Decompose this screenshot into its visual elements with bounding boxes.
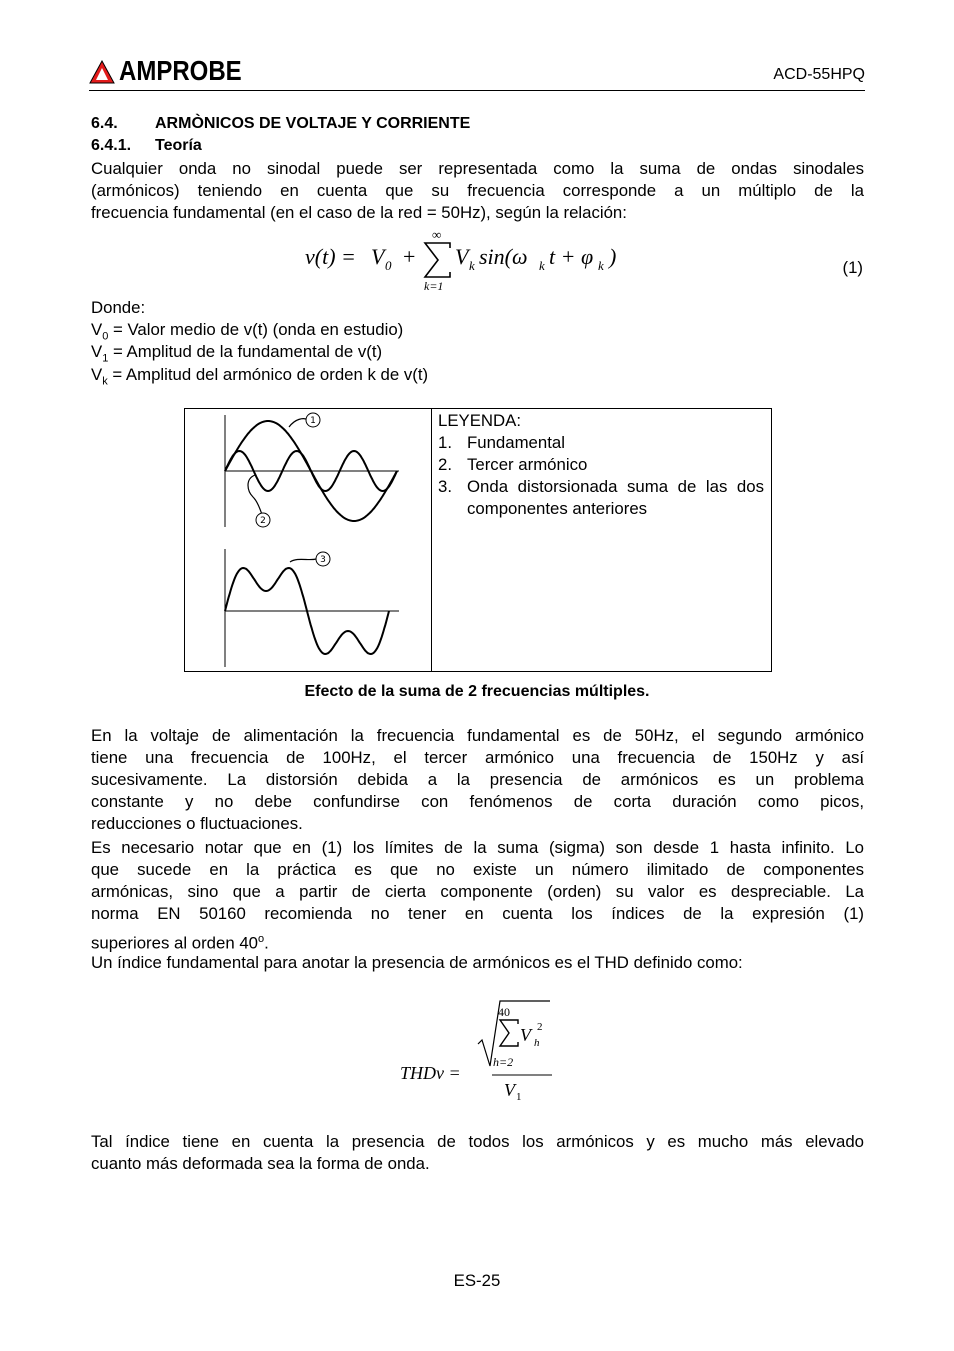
thd-num-sub: h — [534, 1037, 540, 1049]
body-line: En la voltaje de alimentación la frecuencia fundamental es de 50Hz, el segundo armónico — [91, 726, 864, 745]
body-line: tiene una frecuencia de 100Hz, el tercer armónico una frecuencia de 150Hz y así — [91, 748, 864, 767]
thd-num-sup: 2 — [537, 1021, 543, 1033]
leader-line-3 — [290, 559, 316, 562]
eq1-plus: + — [403, 244, 416, 269]
legend-title: LEYENDA: — [438, 411, 522, 430]
thd-sum-bottom: h=2 — [493, 1055, 514, 1069]
page-number: ES-25 — [453, 1271, 501, 1290]
body-line: reducciones o fluctuaciones. — [91, 814, 303, 833]
waveform-diagram — [185, 409, 430, 670]
section-heading — [91, 115, 470, 133]
figure-caption: Efecto de la suma de 2 frecuencias múltiples. — [304, 683, 650, 700]
definition-item: $V_0$ = Valor medio de v(t) (onda en estudio) — [91, 320, 404, 343]
marker-1-label: 1 — [310, 416, 316, 426]
body-line: que sucede en la práctica es que no existe un número ilimitado de componentes — [91, 860, 864, 879]
eq1-omega-sub: k — [539, 258, 545, 273]
eq1-phi-sub: k — [598, 258, 604, 273]
warning-triangle-icon — [89, 60, 115, 84]
thd-sum-top: 40 — [498, 1005, 510, 1019]
model-number: ACD-55HPQ — [773, 66, 865, 83]
body-line: sucesivamente. La distorsión debida a la presencia de armónicos es un problema — [91, 770, 864, 789]
eq1-close: ) — [609, 244, 617, 269]
leader-line-1 — [248, 475, 263, 517]
marker-1 — [306, 413, 320, 427]
closing-line: cuanto más deformada sea la forma de onda. — [91, 1154, 430, 1173]
eq1-sum-bottom: k=1 — [424, 279, 444, 293]
marker-3-label: 3 — [320, 555, 326, 565]
eq1-lhs: v(t) = — [305, 244, 356, 269]
sigma-icon — [423, 242, 453, 278]
thd-num-sym: V — [520, 1025, 531, 1045]
closing-paragraph — [91, 1131, 864, 1175]
eq1-v0: V — [371, 244, 385, 269]
legend-item: 1. Fundamental — [438, 433, 565, 452]
thd-lhs: THDv = — [400, 1063, 461, 1083]
brand-logo — [89, 55, 242, 87]
body-line-last: superiores al orden 40$^o$. — [91, 933, 269, 953]
intro-line: Cualquier onda no sinodal puede ser representada como la suma de ondas sinodales — [91, 159, 864, 178]
subsection-heading — [91, 137, 202, 155]
closing-line: Tal índice tiene en cuenta la presencia de todos los armónicos y es mucho más elevado — [91, 1132, 864, 1151]
header-rule — [89, 90, 865, 91]
body-paragraph-1 — [91, 725, 864, 835]
definition-item: $V_k$ = Amplitud del armónico de orden k de v(t) — [91, 365, 429, 388]
eq1-v0-sub: 0 — [385, 258, 392, 273]
thd-den-sub: 1 — [516, 1091, 522, 1103]
eq1-sum-top: ∞ — [432, 227, 442, 242]
body-line: armónicas, sino que a partir de cierta componente (orden) su valor es despreciable. La — [91, 882, 864, 901]
equation-number: (1) — [842, 258, 863, 277]
section-title: ARMÒNICOS DE VOLTAJE Y CORRIENTE — [155, 115, 471, 132]
subsection-number: 6.4.1. — [91, 137, 132, 154]
marker-2 — [256, 513, 270, 527]
definitions-label: Donde: — [91, 298, 146, 317]
figure-legend — [438, 410, 764, 520]
body-paragraph-2 — [91, 837, 864, 925]
body-line: norma EN 50160 recomienda no tener en cuenta los índices de la expresión (1) — [91, 904, 864, 923]
sigma-icon — [500, 1020, 518, 1046]
marker-3 — [316, 552, 330, 566]
intro-line: frecuencia fundamental (en el caso de la red = 50Hz), según la relación: — [91, 203, 627, 222]
section-number: 6.4. — [91, 115, 118, 132]
thd-intro: Un índice fundamental para anotar la presencia de armónicos es el THD definido como: — [91, 953, 743, 972]
radical-icon — [478, 1001, 550, 1066]
thd-den-sym: V — [504, 1080, 515, 1100]
marker-2-label: 2 — [260, 516, 266, 526]
eq1-tail: t + φ — [549, 244, 594, 269]
definition-item: $V_1$ = Amplitud de la fundamental de v(t) — [91, 342, 383, 365]
body-line: Es necesario notar que en (1) los límites de la suma (sigma) son desde 1 hasta infinito. Lo — [91, 838, 864, 857]
eq1-vk-sub: k — [469, 258, 475, 273]
figure-divider — [431, 408, 432, 671]
legend-item: 2. Tercer armónico — [438, 455, 588, 474]
bottom-axes — [225, 549, 399, 667]
eq1-vk: V — [455, 244, 469, 269]
legend-item: 3. Onda distorsionada suma de las dos componentes anteriores — [438, 477, 764, 518]
intro-paragraph — [91, 158, 864, 224]
brand-name: AMPROBE — [119, 55, 242, 87]
subsection-title: Teoría — [155, 137, 202, 154]
intro-line: (armónicos) teniendo en cuenta que su frecuencia corresponde a un múltiplo de la — [91, 181, 864, 200]
body-line: constante y no debe confundirse con fenómenos de corta duración como picos, — [91, 792, 864, 811]
eq1-sin: sin(ω — [479, 244, 528, 269]
